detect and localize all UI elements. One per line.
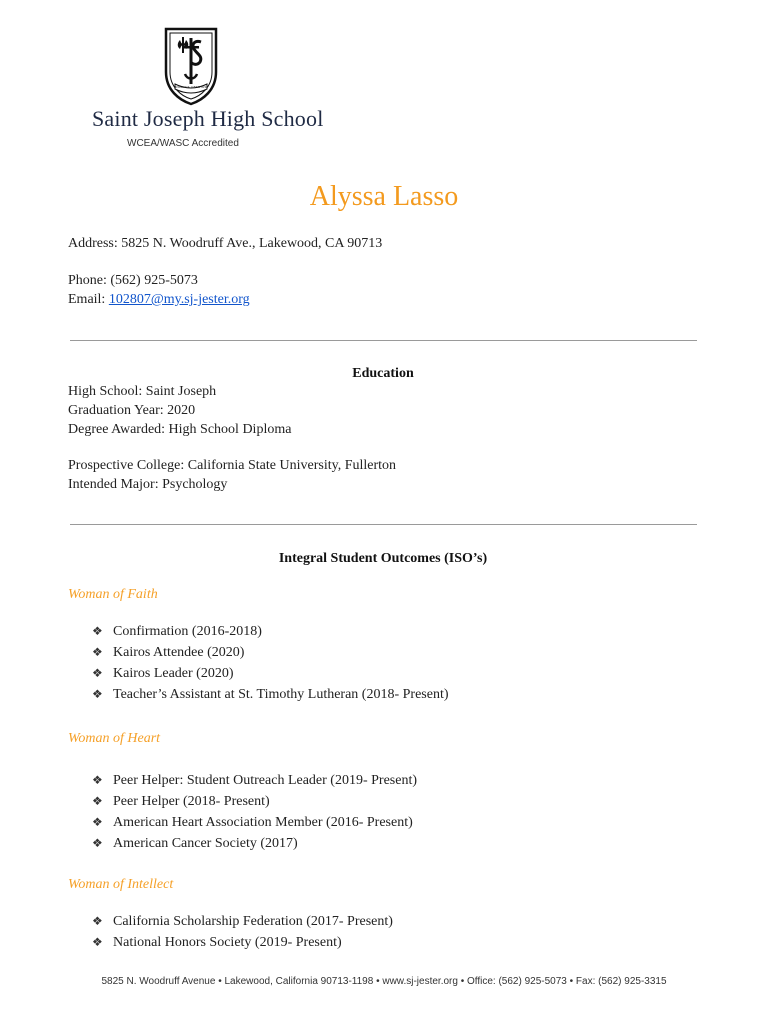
diamond-bullet-icon: ❖ xyxy=(92,645,103,659)
list-item: ❖ California Scholarship Federation (2017- Present) xyxy=(92,911,393,932)
outcome-group-title: Woman of Faith xyxy=(68,587,158,602)
accreditation-text: WCEA/WASC Accredited xyxy=(127,138,239,149)
email-link[interactable]: 102807@my.sj-jester.org xyxy=(108,292,250,307)
diamond-bullet-icon: ❖ xyxy=(92,935,103,949)
list-item: ❖ Peer Helper (2018- Present) xyxy=(92,791,417,812)
outcome-group-title: Woman of Intellect xyxy=(68,877,174,892)
school-crest-logo xyxy=(163,26,219,106)
page-footer: 5825 N. Woodruff Avenue • Lakewood, California 90713-1198 • www.sj-jester.org • Office: (562) 925-5073 • Fax: (562) 925-3315 xyxy=(101,976,667,987)
list-item: ❖ Teacher’s Assistant at St. Timothy Lutheran (2018- Present) xyxy=(92,684,449,705)
diamond-bullet-icon: ❖ xyxy=(92,794,103,808)
education-heading: Education xyxy=(352,366,414,381)
list-item: ❖ Kairos Leader (2020) xyxy=(92,663,449,684)
diamond-bullet-icon: ❖ xyxy=(92,815,103,829)
education-line: Intended Major: Psychology xyxy=(68,477,228,492)
list-item: ❖ American Heart Association Member (2016- Present) xyxy=(92,812,417,833)
outcome-group-title: Woman of Heart xyxy=(68,731,161,746)
list-item: ❖ Kairos Attendee (2020) xyxy=(92,642,449,663)
phone-line: Phone: (562) 925-5073 xyxy=(68,273,198,288)
diamond-bullet-icon: ❖ xyxy=(92,687,103,701)
outcome-list xyxy=(92,770,417,854)
outcome-list xyxy=(92,911,393,953)
education-line: High School: Saint Joseph xyxy=(68,384,217,399)
email-label: Email: xyxy=(68,292,109,307)
email-line xyxy=(68,292,250,308)
list-item: ❖ Confirmation (2016-2018) xyxy=(92,621,449,642)
diamond-bullet-icon: ❖ xyxy=(92,624,103,638)
crest-motto: ROMANA LIBERTAS xyxy=(175,85,207,89)
list-item: ❖ Peer Helper: Student Outreach Leader (2019- Present) xyxy=(92,770,417,791)
diamond-bullet-icon: ❖ xyxy=(92,836,103,850)
education-line: Graduation Year: 2020 xyxy=(68,403,196,418)
student-name: Alyssa Lasso xyxy=(309,181,459,212)
address-line: Address: 5825 N. Woodruff Ave., Lakewood, CA 90713 xyxy=(68,236,383,251)
education-line: Prospective College: California State University, Fullerton xyxy=(68,458,397,473)
list-item: ❖ American Cancer Society (2017) xyxy=(92,833,417,854)
diamond-bullet-icon: ❖ xyxy=(92,666,103,680)
school-name: Saint Joseph High School xyxy=(92,106,324,131)
diamond-bullet-icon: ❖ xyxy=(92,914,103,928)
divider xyxy=(70,524,697,525)
divider xyxy=(70,340,697,341)
outcomes-heading: Integral Student Outcomes (ISO’s) xyxy=(278,551,488,566)
outcome-list xyxy=(92,621,449,705)
diamond-bullet-icon: ❖ xyxy=(92,773,103,787)
list-item: ❖ National Honors Society (2019- Present) xyxy=(92,932,393,953)
education-line: Degree Awarded: High School Diploma xyxy=(68,422,292,437)
